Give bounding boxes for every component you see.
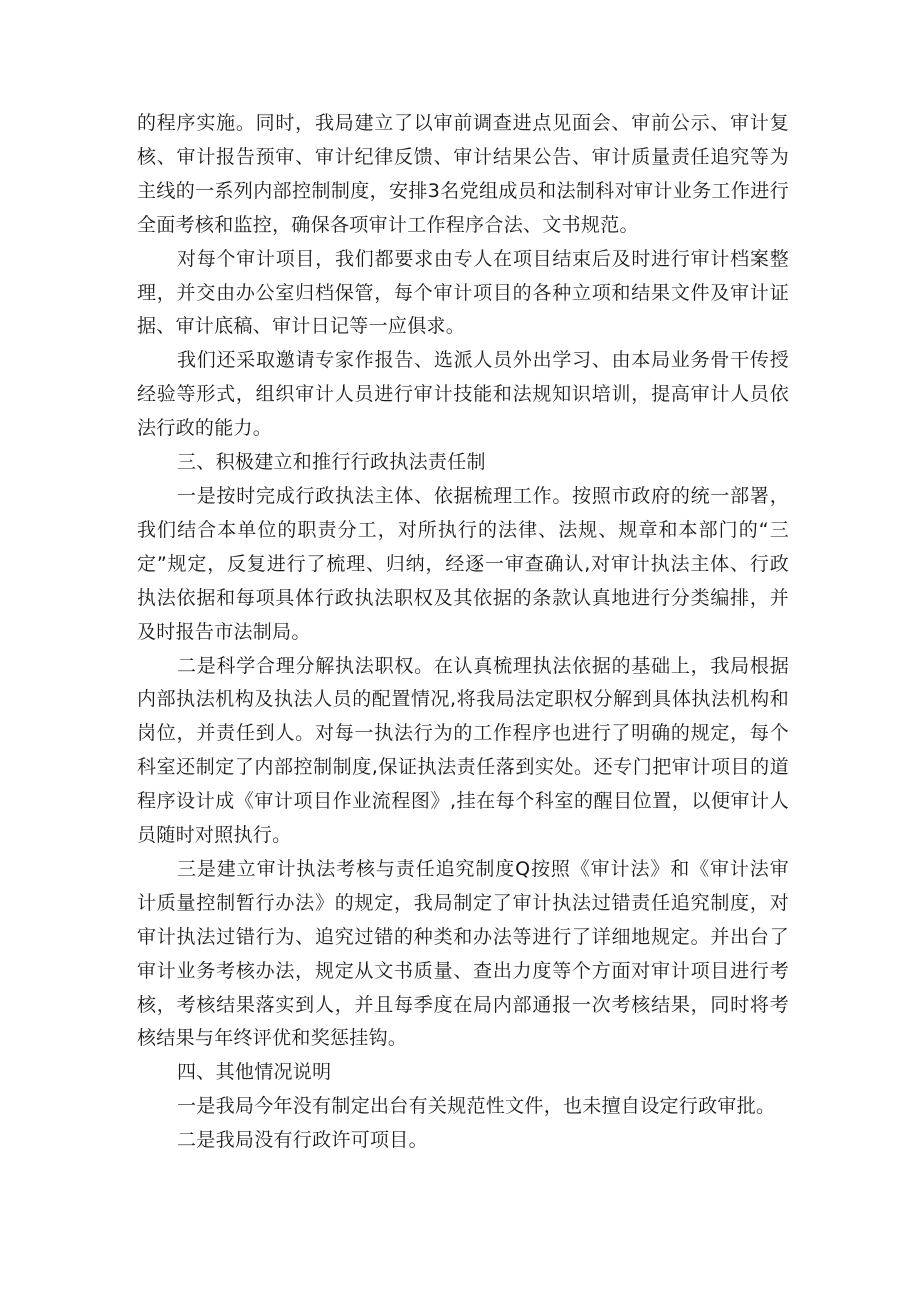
paragraph-item-one: 一是按时完成行政执法主体、依据梳理工作。按照市政府的统一部署，我们结合本单位的职责分工，对所执行的法律、法规、规章和本部门的“三定”规定，反复进行了梳理、归纳，经逐一审查确认,对审计执法主体、行政执法依据和每项具体行政执法职权及其依据的条款认真地进行分类编排，并及时报告市法制局。 — [137, 484, 789, 643]
paragraph-item-three: 三是建立审计执法考核与责任追究制度Q按照《审计法》和《审计法审计质量控制暂行办法》的规定，我局制定了审计执法过错责任追究制度，对审计执法过错行为、追究过错的种类和办法等进行了详细地规定。并出台了审计业务考核办法，规定从文书质量、查出力度等个方面对审计项目进行考核，考核结果落实到人，并且每季度在局内部通报一次考核结果，同时将考核结果与年终评优和奖惩挂钩。 — [137, 857, 789, 1050]
paragraph-training: 我们还采取邀请专家作报告、选派人员外出学习、由本局业务骨干传授经验等形式，组织审计人员进行审计技能和法规知识培训，提高审计人员依法行政的能力。 — [137, 349, 789, 440]
paragraph-other-two: 二是我局没有行政许可项目。 — [177, 1129, 428, 1152]
section-heading-four: 四、其他情况说明 — [177, 1061, 332, 1084]
paragraph-other-one: 一是我局今年没有制定出台有关规范性文件，也未擅自设定行政审批。 — [177, 1095, 776, 1118]
paragraph-archive: 对每个审计项目，我们都要求由专人在项目结束后及时进行审计档案整理，并交由办公室归档保管，每个审计项目的各种立项和结果文件及审计证据、审计底稿、审计日记等一应俱求。 — [137, 247, 789, 338]
paragraph-continuation: 的程序实施。同时，我局建立了以审前调查进点见面会、审前公示、审计复核、审计报告预审、审计纪律反馈、审计结果公告、审计质量责任追究等为主线的一系列内部控制制度，安排3名党组成员和法制科对审计业务工作进行全面考核和监控，确保各项审计工作程序合法、文书规范。 — [137, 112, 789, 236]
document-body — [137, 107, 789, 1158]
section-heading-three: 三、积极建立和推行行政执法责任制 — [177, 451, 486, 474]
paragraph-item-two: 二是科学合理分解执法职权。在认真梳理执法依据的基础上，我局根据内部执法机构及执法人员的配置情况,将我局法定职权分解到具体执法机构和岗位，并责任到人。对每一执法行为的工作程序也进行了明确的规定，每个科室还制定了内部控制制度,保证执法责任落到实处。还专门把审计项目的道程序设计成《审计项目作业流程图》,挂在每个科室的醒目位置，以便审计人员随时对照执行。 — [137, 654, 789, 847]
